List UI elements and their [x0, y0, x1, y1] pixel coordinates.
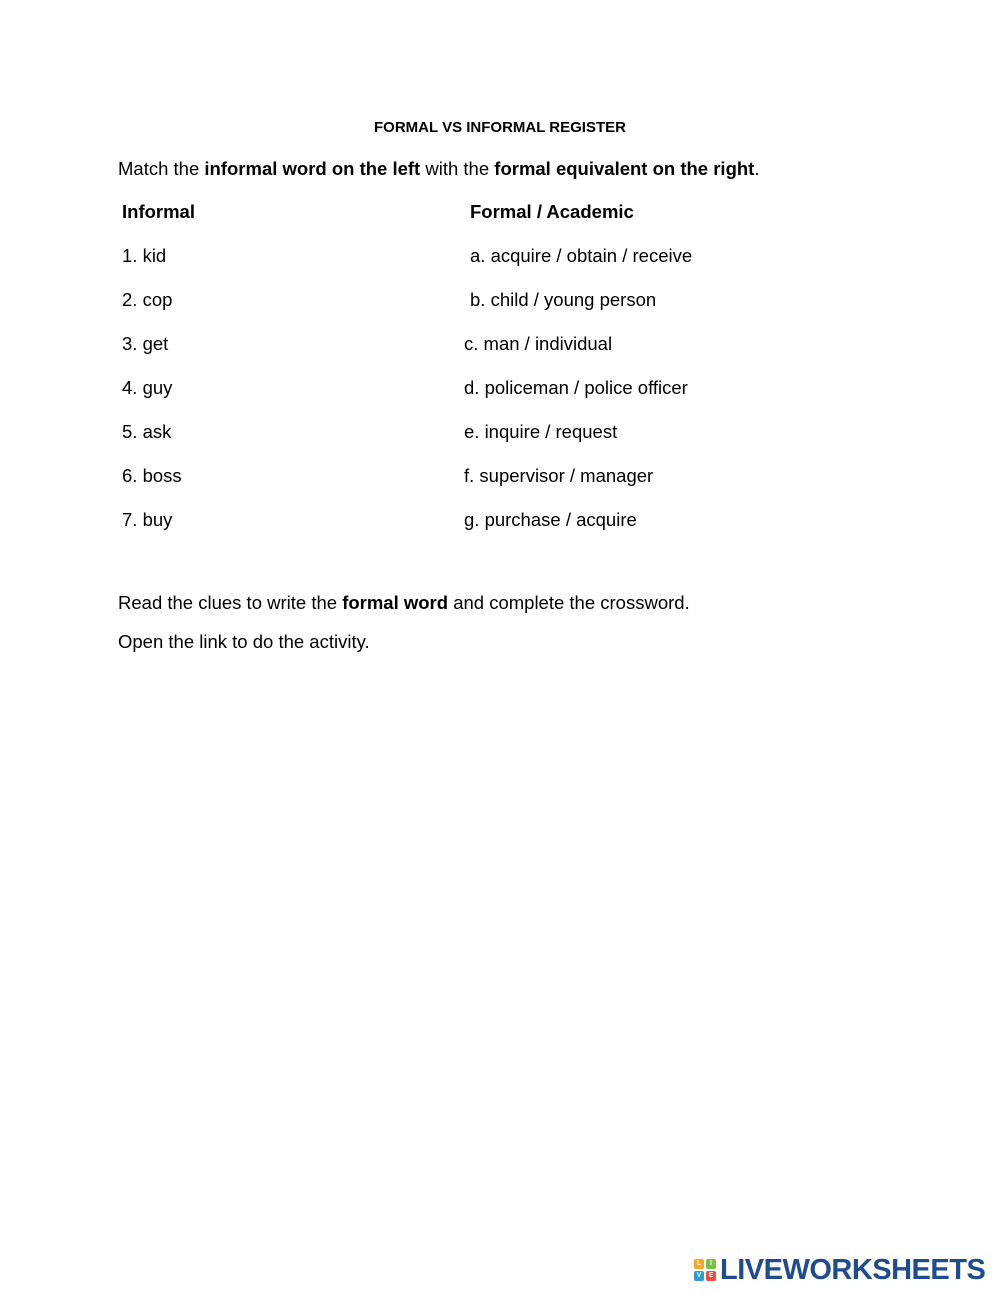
informal-item: 3. get	[122, 333, 169, 354]
logo-letter-e: E	[706, 1271, 716, 1281]
informal-item: 4. guy	[122, 377, 173, 398]
instruction-bold-1: informal word on the left	[204, 158, 421, 179]
liveworksheets-logo	[694, 1255, 985, 1285]
crossword-text-2: and complete the crossword.	[448, 592, 690, 613]
crossword-text-1: Read the clues to write the	[118, 592, 343, 613]
formal-item: c. man / individual	[464, 333, 613, 354]
link-instruction: Open the link to do the activity.	[118, 631, 370, 652]
instruction-bold-2: formal equivalent on the right	[494, 158, 755, 179]
header-formal-text: Formal / Academic	[470, 201, 634, 222]
crossword-instruction	[118, 592, 690, 614]
header-informal-text: Informal	[122, 201, 195, 222]
informal-item: 6. boss	[122, 465, 182, 486]
informal-item: 1. kid	[122, 245, 167, 266]
formal-item: b. child / young person	[470, 289, 657, 310]
formal-item: f. supervisor / manager	[464, 465, 654, 486]
formal-item: e. inquire / request	[464, 421, 618, 442]
header-formal	[470, 201, 634, 223]
formal-item: g. purchase / acquire	[464, 509, 637, 530]
page-title: FORMAL VS INFORMAL REGISTER	[374, 119, 626, 136]
formal-item: d. policeman / police officer	[464, 377, 688, 398]
informal-item: 5. ask	[122, 421, 172, 442]
instruction-text-1: Match the	[118, 158, 205, 179]
liveworksheets-logo-icon	[694, 1259, 716, 1281]
logo-letter-l: L	[694, 1259, 704, 1269]
instruction-text-2: with the	[420, 158, 495, 179]
informal-item: 2. cop	[122, 289, 173, 310]
formal-item: a. acquire / obtain / receive	[470, 245, 693, 266]
informal-item: 7. buy	[122, 509, 173, 530]
logo-letter-i: I	[706, 1259, 716, 1269]
instruction-text-3: .	[754, 158, 760, 179]
logo-letter-v: V	[694, 1271, 704, 1281]
instruction-line	[118, 158, 759, 180]
liveworksheets-logo-text: LIVEWORKSHEETS	[720, 1254, 986, 1286]
header-informal	[122, 201, 195, 223]
crossword-bold: formal word	[342, 592, 449, 613]
